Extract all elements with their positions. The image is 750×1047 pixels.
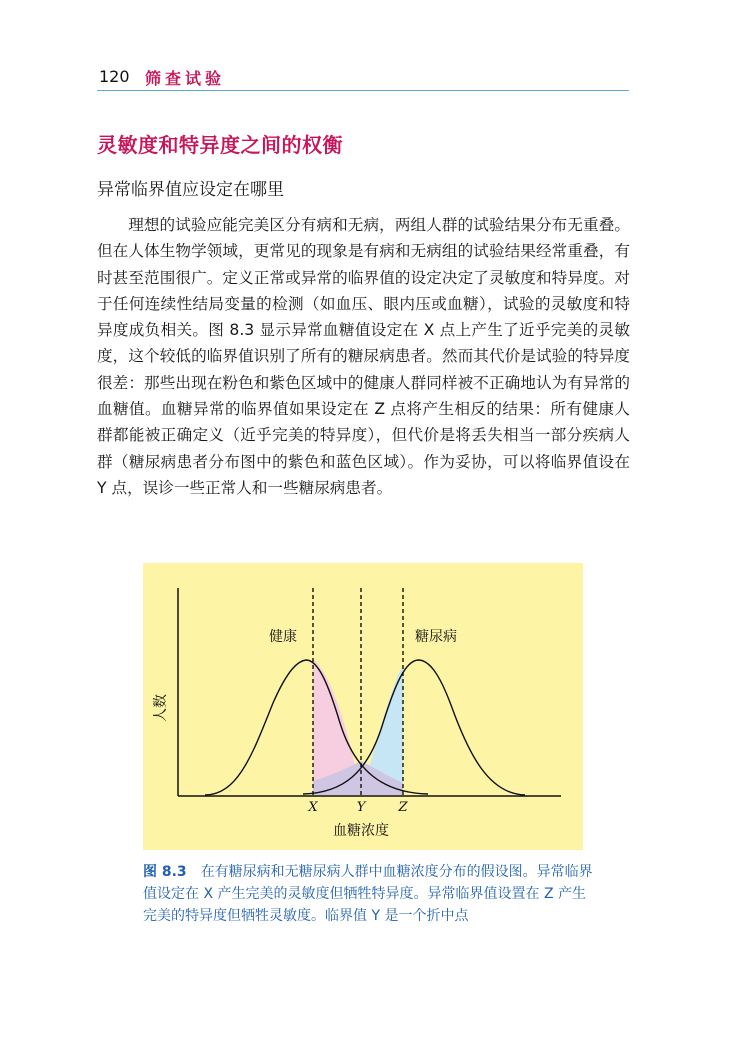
cutoff-label-x: X xyxy=(308,800,318,815)
cutoff-label-z: Z xyxy=(398,800,408,815)
y-axis-label: 人数 xyxy=(153,694,169,722)
figure-caption xyxy=(143,861,593,927)
x-axis-label: 血糖浓度 xyxy=(333,823,389,839)
subsection-title: 异常临界值应设定在哪里 xyxy=(97,180,284,200)
caption-text: 在有糖尿病和无糖尿病人群中血糖浓度分布的假设图。异常临界值设定在 X 产生完美的灵敏度但牺牲特异度。异常临界值设置在 Z 产生完美的特异度但牺牲灵敏度。临界值 Y 是一个折中点 xyxy=(143,864,593,924)
page-number: 120 xyxy=(99,67,130,86)
diabetes-label: 糖尿病 xyxy=(415,629,457,645)
caption-label: 图 8.3 xyxy=(143,864,187,880)
body-paragraph: 理想的试验应能完美区分有病和无病，两组人群的试验结果分布无重叠。但在人体生物学领域，更常见的现象是有病和无病组的试验结果经常重叠，有时甚至范围很广。定义正常或异常的临界值的设定决定了灵敏度和特异度。对于任何连续性结局变量的检测（如血压、眼内压或血糖），试验的灵敏度和特异度成负相关。图 8.3 显示异常血糖值设定在 X 点上产生了近乎完美的灵敏度，这个较低的临界值识别了所有的糖尿病患者。然而其代价是试验的特异度很差：那些出现在粉色和紫色区域中的健康人群同样被不正确地认为有异常的血糖值。血糖异常的临界值如果设定在 Z 点将产生相反的结果：所有健康人群都能被正确定义（近乎完美的特异度），但代价是将丢失相当一部分疾病人群（糖尿病患者分布图中的紫色和蓝色区域）。作为妥协，可以将临界值设在 Y 点，误诊一些正常人和一些糖尿病患者。 xyxy=(97,216,630,497)
section-title: 灵敏度和特异度之间的权衡 xyxy=(97,133,343,157)
distribution-diagram xyxy=(143,563,583,850)
cutoff-label-y: Y xyxy=(356,800,366,815)
figure-8-3 xyxy=(143,563,583,850)
running-title: 筛查试验 xyxy=(145,69,226,88)
running-header xyxy=(97,66,629,91)
healthy-label: 健康 xyxy=(269,629,297,645)
